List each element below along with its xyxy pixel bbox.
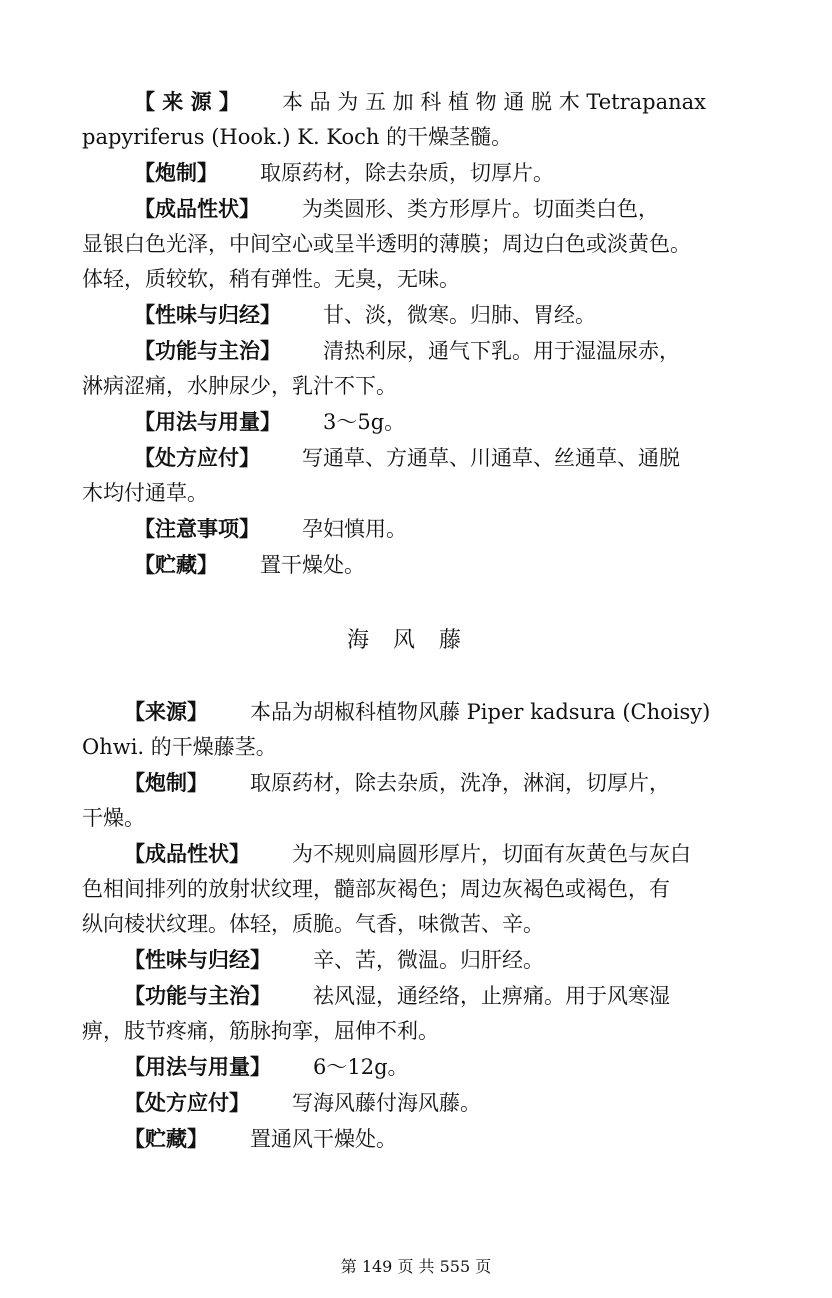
section-tongcao: [82, 84, 754, 583]
label-processing-2: 【炮制】: [124, 770, 208, 795]
label-source: 【 来 源 】: [134, 89, 240, 114]
label-function: 【功能与主治】: [134, 338, 281, 363]
text-processing-2: 取原药材，除去杂质，洗净，淋润，切厚片，: [250, 771, 670, 795]
entry-source-2-cont: Ohwi. 的干燥藤茎。: [82, 735, 277, 759]
label-storage-2: 【贮藏】: [124, 1126, 208, 1151]
entry-appearance: [82, 191, 754, 227]
entry-appearance-2-cont1: 色相间排列的放射状纹理，髓部灰褐色；周边灰褐色或褐色，有: [82, 877, 670, 901]
entry-prescription: [82, 440, 754, 476]
entry-function-2-cont: 痹，肢节疼痛，筋脉拘挛，屈伸不利。: [82, 1019, 439, 1043]
entry-appearance-2-cont2: 纵向棱状纹理。体轻，质脆。气香，味微苦、辛。: [82, 912, 544, 936]
label-appearance-2: 【成品性状】: [124, 841, 250, 866]
entry-nature-2: [82, 942, 762, 978]
entry-prescription-cont: 木均付通草。: [82, 481, 208, 505]
entry-function: [82, 333, 754, 369]
label-nature-2: 【性味与归经】: [124, 947, 271, 972]
entry-prescription-2: [82, 1085, 762, 1121]
entry-appearance-cont2: 体轻，质较软，稍有弹性。无臭，无味。: [82, 267, 460, 291]
label-caution: 【注意事项】: [134, 516, 260, 541]
entry-nature: [82, 297, 754, 333]
label-processing: 【炮制】: [134, 160, 218, 185]
label-storage: 【贮藏】: [134, 552, 218, 577]
text-nature-2: 辛、苦，微温。归肝经。: [313, 948, 544, 972]
label-appearance: 【成品性状】: [134, 196, 260, 221]
text-storage: 置干燥处。: [260, 553, 365, 577]
text-dosage: 3～5g。: [323, 410, 406, 434]
entry-caution: [82, 511, 754, 547]
page-footer: 第 149 页 共 555 页: [340, 1257, 492, 1276]
label-dosage-2: 【用法与用量】: [124, 1054, 271, 1079]
monograph-title: 海风藤: [346, 628, 485, 653]
entry-appearance-2: [82, 836, 762, 872]
label-function-2: 【功能与主治】: [124, 983, 271, 1008]
text-nature: 甘、淡，微寒。归肺、胃经。: [323, 303, 596, 327]
entry-source: [82, 84, 754, 120]
text-caution: 孕妇慎用。: [302, 517, 407, 541]
entry-processing-2-cont: 干燥。: [82, 806, 145, 830]
text-prescription: 写通草、方通草、川通草、丝通草、通脱: [302, 446, 680, 470]
label-prescription-2: 【处方应付】: [124, 1090, 250, 1115]
text-dosage-2: 6～12g。: [313, 1055, 409, 1079]
entry-function-cont: 淋病涩痛，水肿尿少，乳汁不下。: [82, 374, 397, 398]
label-source-2: 【来源】: [124, 699, 208, 724]
entry-storage-2: [82, 1121, 762, 1157]
entry-processing-2: [82, 765, 762, 801]
text-storage-2: 置通风干燥处。: [250, 1127, 397, 1151]
text-source: 本 品 为 五 加 科 植 物 通 脱 木 Tetrapanax: [281, 90, 707, 114]
entry-dosage: [82, 404, 754, 440]
entry-source-cont: papyriferus (Hook.) K. Koch 的干燥茎髓。: [82, 125, 513, 149]
text-function-2: 祛风湿，通经络，止痹痛。用于风寒湿: [313, 984, 670, 1008]
entry-function-2: [82, 978, 762, 1014]
entry-processing: [82, 155, 754, 191]
text-function: 清热利尿，通气下乳。用于湿温尿赤，: [323, 339, 680, 363]
text-processing: 取原药材，除去杂质，切厚片。: [260, 161, 554, 185]
text-appearance: 为类圆形、类方形厚片。切面类白色，: [302, 197, 659, 221]
entry-storage: [82, 547, 754, 583]
label-nature: 【性味与归经】: [134, 302, 281, 327]
text-source-2: 本品为胡椒科植物风藤 Piper kadsura (Choisy): [250, 700, 711, 724]
text-appearance-2: 为不规则扁圆形厚片，切面有灰黄色与灰白: [292, 842, 691, 866]
section-haifengteng: [82, 694, 762, 1157]
label-dosage: 【用法与用量】: [134, 409, 281, 434]
entry-dosage-2: [82, 1049, 762, 1085]
entry-source-2: [82, 694, 762, 730]
label-prescription: 【处方应付】: [134, 445, 260, 470]
text-prescription-2: 写海风藤付海风藤。: [292, 1091, 481, 1115]
entry-appearance-cont1: 显银白色光泽，中间空心或呈半透明的薄膜；周边白色或淡黄色。: [82, 232, 691, 256]
